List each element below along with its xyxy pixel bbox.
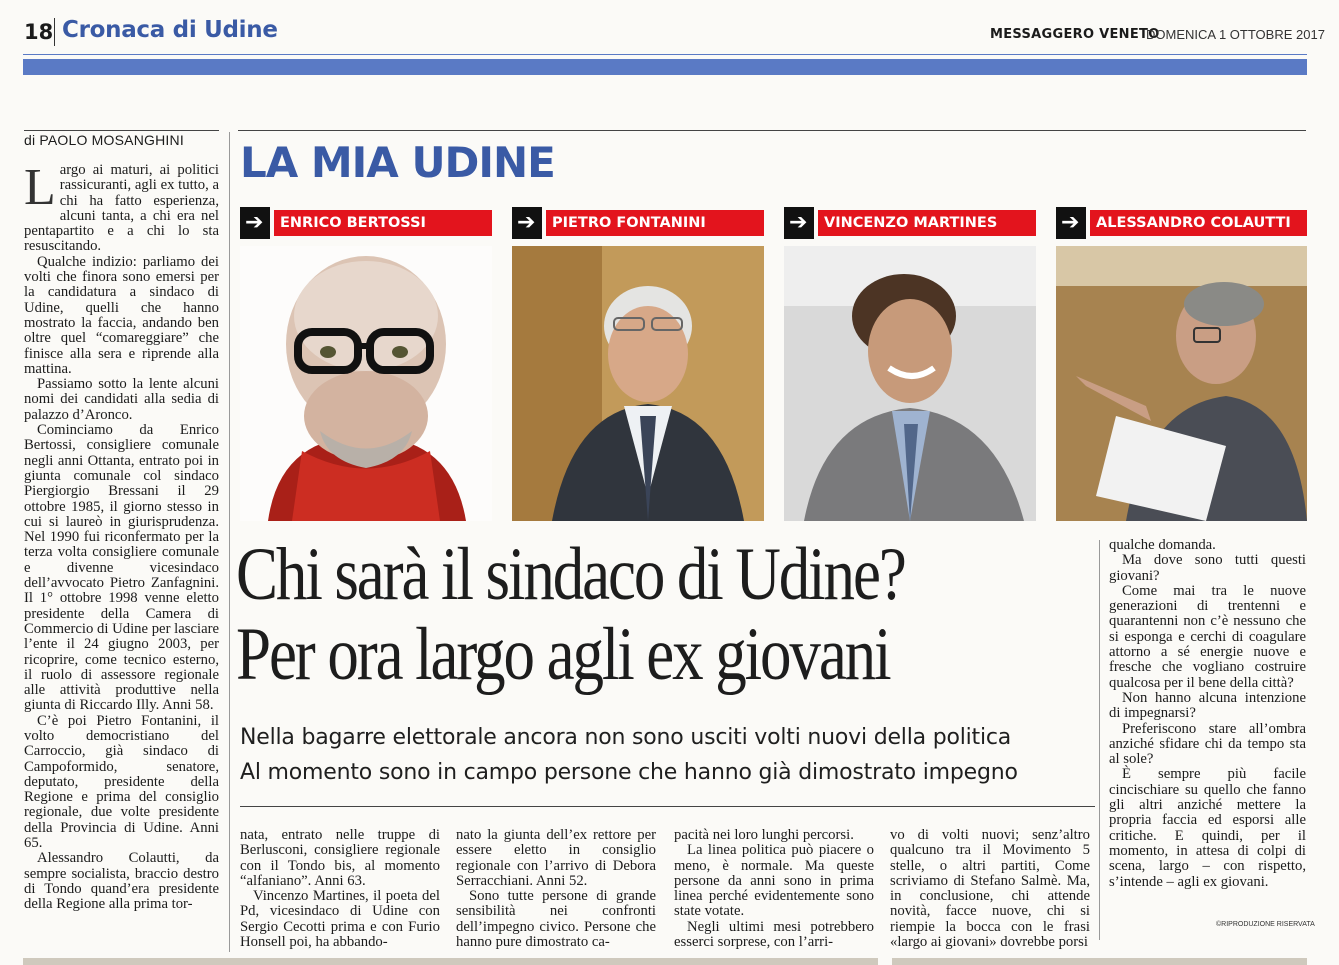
paragraph: C’è poi Pietro Fontanini, il volto democristiano del Carroccio, già sindaco di Campoformido, senatore, deputato, presidente della Regione e prima del consiglio regionale, due volte presidente della Provincia di Udine. Anni 65. xyxy=(24,712,219,852)
candidate-name: ENRICO BERTOSSI xyxy=(274,210,492,236)
paragraph: Passiamo sotto la lente alcuni nomi dei candidati alla sedia di palazzo d’Aronco. xyxy=(24,376,219,423)
candidate-name: VINCENZO MARTINES xyxy=(818,210,1036,236)
headline-line-1: Chi sarà il sindaco di Udine? xyxy=(236,533,905,616)
paragraph: La linea politica può piacere o meno, è normale. Ma queste persone da anni sono in prima linea perché evidentemente sono state votate. xyxy=(674,842,874,920)
copyright-credit: ©RIPRODUZIONE RISERVATA xyxy=(1216,921,1315,928)
paragraph: Non hanno alcuna intenzione di impegnarsi? xyxy=(1109,689,1306,722)
byline: di PAOLO MOSANGHINI xyxy=(24,132,184,148)
drop-cap: L xyxy=(24,159,56,216)
paragraph: nato la giunta dell’ex rettore per essere eletto in consiglio regionale con l’arrivo di Debora Serracchiani. Anni 52. xyxy=(456,827,656,889)
subheadline-line-2: Al momento sono in campo persone che hanno già dimostrato impegno xyxy=(240,760,1018,785)
photo-colautti xyxy=(1056,246,1307,521)
paragraph: Vincenzo Martines, il poeta del Pd, vicesindaco di Udine con Sergio Cecotti prima e con Furio Honsell poi, ha abbando- xyxy=(240,888,440,951)
paragraph: argo ai maturi, ai politici rassicuranti, agli ex tutto, a chi ha fatto esperienza, alcuni tanta, a chi era nel pentapartito e a chi lo sta resuscitando. xyxy=(24,162,219,255)
header-rule xyxy=(23,54,1307,55)
arrow-right-icon: ➔ xyxy=(1056,207,1086,239)
paragraph: pacità nei loro lunghi percorsi. xyxy=(674,827,854,843)
byline-rule xyxy=(24,130,219,131)
headline-line-2: Per ora largo agli ex giovani xyxy=(236,613,890,696)
arrow-right-icon: ➔ xyxy=(784,207,814,239)
issue-date: DOMENICA 1 OTTOBRE 2017 xyxy=(1146,27,1325,42)
subheadline-line-1: Nella bagarre elettorale ancora non sono usciti volti nuovi della politica xyxy=(240,725,1012,750)
name-tag-bertossi xyxy=(240,207,492,239)
article-column-4 xyxy=(674,828,874,950)
photo-bertossi xyxy=(240,246,492,521)
name-tag-martines xyxy=(784,207,1036,239)
article-column-1 xyxy=(24,159,219,913)
paragraph: Qualche indizio: parliamo dei volti che finora sono emersi per la candidatura a sindaco di Udine, quelli che hanno mostrato la faccia, andando ben oltre quel “comareggiare” che finisce alla sera e riprende alla mattina. xyxy=(24,253,219,377)
arrow-right-icon: ➔ xyxy=(512,207,542,239)
bottom-band-right xyxy=(892,958,1307,965)
headline xyxy=(236,535,958,695)
subhead-rule xyxy=(240,806,1095,807)
article-column-5 xyxy=(890,828,1090,950)
column-separator xyxy=(229,132,230,952)
kicker: LA MIA UDINE xyxy=(240,138,555,187)
paragraph: Sono tutte persone di grande sensibilità nei confronti dell’impegno civico. Persone che hanno pure dimostrato ca- xyxy=(456,888,656,951)
article-column-2 xyxy=(240,828,440,950)
paragraph: Ma dove sono tutti questi giovani? xyxy=(1109,552,1306,584)
newspaper-name: MESSAGGERO VENETO xyxy=(990,27,1160,42)
paragraph: nata, entrato nelle truppe di Berlusconi, consigliere regionale con il Tondo bis, al momento “alfaniano”. Anni 63. xyxy=(240,827,440,889)
paragraph: vo di volti nuovi; senz’altro qualcuno tra il Movimento 5 stelle, o altri partiti, Come scriviamo di Stefano Salmè. Ma, in conclusione, chi attende novità, facce nuove, chi si riempie la bocca con le frasi «largo ai giovani» dovrebbe porsi xyxy=(890,827,1090,951)
paragraph: qualche domanda. xyxy=(1109,537,1216,553)
bottom-band-left xyxy=(23,958,878,965)
paragraph: Come mai tra le nuove generazioni di trentenni e quarantenni non c’è nessuno che si esponga e cerchi di coagulare attorno a sé energie nuove e fresche che vogliano costruire qualcosa per il bene della città? xyxy=(1109,582,1306,691)
paragraph: È sempre più facile cincischiare su quello che fanno gli altri anziché mettere la propria faccia ed esporsi alle critiche. E quindi, per il momento, in attesa di colpi di scena, largo – con rispetto, s’intende – agli ex giovani. xyxy=(1109,766,1306,890)
photo-fontanini xyxy=(512,246,764,521)
article-column-6 xyxy=(1109,538,1306,890)
name-tag-colautti xyxy=(1056,207,1307,239)
candidate-name: PIETRO FONTANINI xyxy=(546,210,764,236)
photo-martines xyxy=(784,246,1036,521)
article-column-3 xyxy=(456,828,656,950)
paragraph: Cominciamo da Enrico Bertossi, consigliere comunale negli anni Ottanta, entrato poi in giunta comunale col sindaco Piergiorgio Bressani il 29 ottobre 1985, il giorno stesso in cui si laureò in giurisprudenza. Nel 1990 fui riconfermato per la terza volta consigliere comunale e divenne vicesindaco dell’avvocato Pietro Zanfagnini. Il 1° ottobre 1998 venne eletto presidente della Camera di Commercio di Udine per lasciare l’ente il 24 giugno 2003, per ricoprire, come tecnico esterno, il ruolo di assessore regionale alle attività produttive nella giunta di Riccardo Illy. Anni 58. xyxy=(24,422,219,714)
page-number: 18 xyxy=(24,20,54,44)
column-separator xyxy=(1099,540,1100,940)
paragraph: Negli ultimi mesi potrebbero esserci sorprese, con l’arri- xyxy=(674,918,874,951)
header-divider xyxy=(54,18,55,46)
header-color-band xyxy=(23,59,1307,75)
paragraph: Preferiscono stare all’ombra anziché sfidare chi da tempo sta al sole? xyxy=(1109,720,1306,768)
kicker-rule xyxy=(238,130,1306,131)
paragraph: Alessandro Colautti, da sempre socialista, braccio destro di Tondo quand’era presidente della Regione alla prima tor- xyxy=(24,850,219,913)
arrow-right-icon: ➔ xyxy=(240,207,270,239)
section-title: Cronaca di Udine xyxy=(62,17,278,43)
candidate-name: ALESSANDRO COLAUTTI xyxy=(1090,210,1307,236)
name-tag-fontanini xyxy=(512,207,764,239)
